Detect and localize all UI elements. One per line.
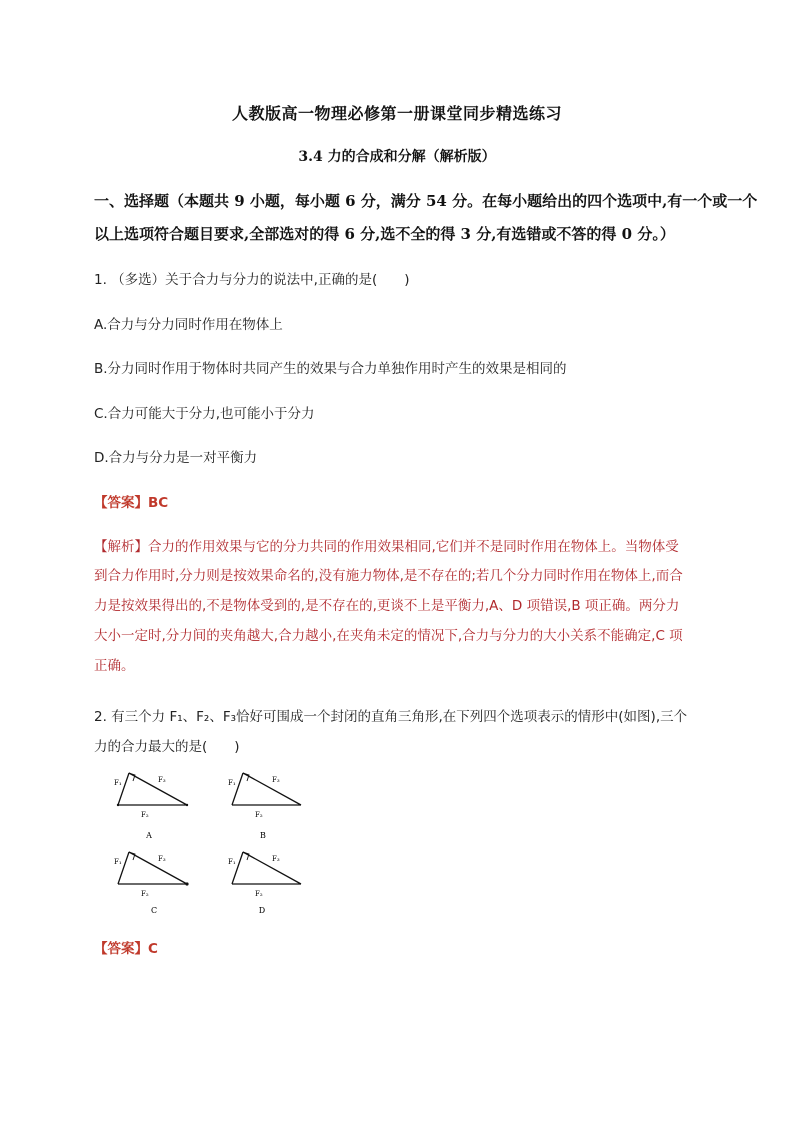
question-2-stem-line1: 2. 有三个力 F₁、F₂、F₃恰好可围成一个封闭的直角三角形,在下列四个选项表示的情形中(如图),三个 xyxy=(94,709,688,725)
label-f3: F₃ xyxy=(158,776,166,784)
label-f2: F₂ xyxy=(141,811,149,819)
page-subtitle: 3.4 力的合成和分解（解析版） xyxy=(298,149,496,165)
force-triangles-figure xyxy=(100,765,330,920)
question-1-option-a: A.合力与分力同时作用在物体上 xyxy=(94,317,283,333)
question-1-option-b: B.分力同时作用于物体时共同产生的效果与合力单独作用时产生的效果是相同的 xyxy=(94,361,567,377)
label-f2: F₂ xyxy=(141,890,149,898)
question-1-stem: 1. （多选）关于合力与分力的说法中,正确的是( ) xyxy=(94,272,410,288)
label-f1: F₁ xyxy=(114,858,122,866)
label-f2: F₂ xyxy=(255,890,263,898)
label-f1: F₁ xyxy=(114,779,122,787)
label-f3: F₃ xyxy=(158,855,166,863)
question-1-analysis-line: 大小一定时,分力间的夹角越大,合力越小,在夹角未定的情况下,合力与分力的大小关系不能确定,C 项 xyxy=(94,628,683,644)
question-1-analysis-line: 正确。 xyxy=(94,658,135,674)
label-f1: F₁ xyxy=(228,858,236,866)
triangle-option-c xyxy=(114,852,189,915)
page-title: 人教版高一物理必修第一册课堂同步精选练习 xyxy=(231,104,562,123)
label-f1: F₁ xyxy=(228,779,236,787)
question-1-option-d: D.合力与分力是一对平衡力 xyxy=(94,450,258,466)
question-1-analysis-line: 【解析】合力的作用效果与它的分力共同的作用效果相同,它们并不是同时作用在物体上。当物体受 xyxy=(94,539,679,555)
option-label-d: D xyxy=(258,906,266,915)
option-label-b: B xyxy=(260,831,266,840)
question-1-answer: 【答案】BC xyxy=(94,495,169,511)
question-1-option-c: C.合力可能大于分力,也可能小于分力 xyxy=(94,406,315,422)
label-f3: F₃ xyxy=(272,776,280,784)
label-f3: F₃ xyxy=(272,855,280,863)
triangle-option-a xyxy=(114,773,188,840)
option-label-a: A xyxy=(146,831,152,840)
triangle-option-d xyxy=(228,852,301,915)
label-f2: F₂ xyxy=(255,811,263,819)
triangle-option-b xyxy=(228,773,301,840)
question-1-analysis-line: 力是按效果得出的,不是物体受到的,是不存在的,更谈不上是平衡力,A、D 项错误,B 项正确。两分力 xyxy=(94,598,680,614)
option-label-c: C xyxy=(150,906,158,915)
question-2-stem-line2: 力的合力最大的是( ) xyxy=(94,739,240,755)
question-1-analysis-line: 到合力作用时,分力则是按效果命名的,没有施力物体,是不存在的;若几个分力同时作用在物体上,而合 xyxy=(94,568,683,584)
question-2-answer: 【答案】C xyxy=(94,941,158,957)
section-heading-line2: 以上选项符合题目要求,全部选对的得 6 分,选不全的得 3 分,有选错或不答的得 0 分。） xyxy=(94,225,675,243)
section-heading-line1: 一、选择题（本题共 9 小题，每小题 6 分，满分 54 分。在每小题给出的四个选项中,有一个或一个 xyxy=(94,192,758,210)
